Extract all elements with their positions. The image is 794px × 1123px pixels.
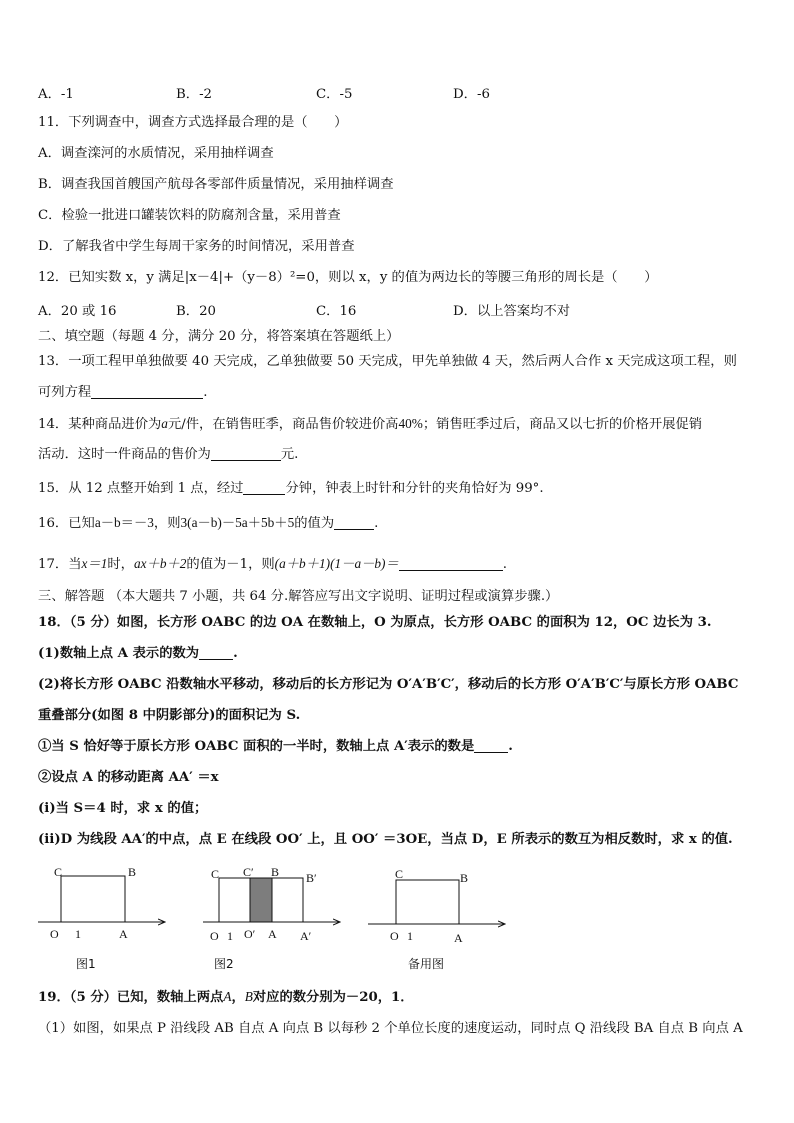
q13-line-2: [38, 384, 758, 402]
q13-answer-blank: [91, 384, 203, 399]
fig3-rectangle: [396, 880, 459, 924]
section-3-heading: 三、解答题 （本大题共 7 小题，共 64 分.解答应写出文字说明、证明过程或演算步骤.）: [38, 589, 559, 604]
q18-answer-blank-2: [474, 738, 508, 753]
fig3-label-o: O: [390, 929, 399, 943]
q11-option-c: C．检验一批进口罐装饮料的防腐剂含量，采用普查: [38, 208, 341, 223]
q18-answer-blank-1: [199, 645, 233, 660]
fig3-label-c: C: [395, 867, 404, 881]
q18-figures: [0, 860, 794, 980]
q17: [38, 555, 758, 574]
q17-expression-1: ax＋b＋2: [133, 556, 187, 571]
fig2-label-o-prime: O′: [244, 927, 256, 941]
q18-line-8: (ⅱ)D 为线段 AA′的中点，点 E 在线段 OO′ 上，且 OO′ ＝3OE，当点 D，E 所表示的数互为相反数时，求 x 的值.: [38, 832, 733, 847]
fig2-shaded-overlap: [250, 878, 272, 922]
q14-var: a: [161, 416, 168, 431]
q13-text: 可列方程: [38, 385, 92, 400]
q18-text-c: ①当 S 恰好等于原长方形 OABC 面积的一半时，数轴上点 A′表示的数是: [38, 739, 475, 754]
q10-option-c: C．-5: [316, 87, 353, 102]
q19-point-b: B: [244, 989, 253, 1004]
q10-option-b: B．-2: [176, 87, 213, 102]
q18-text-d: .: [508, 739, 513, 754]
q18-line-6: ②设点 A 的移动距离 AA′ ＝x: [38, 770, 219, 785]
fig1-label-o: O: [50, 927, 59, 941]
fig1-caption: 图1: [76, 957, 96, 971]
q18-text-b: .: [233, 646, 238, 661]
q19-text-c: 对应的数分别为－20，1．: [252, 990, 414, 1005]
q14-line-2: [38, 446, 758, 464]
q18-line-5: [38, 738, 758, 756]
section-2-heading: 二、填空题（每题 4 分，满分 20 分，将答案填在答题纸上）: [38, 329, 400, 344]
q14-text-c: ；销售旺季过后，商品又以七折的价格开展促销: [422, 417, 703, 432]
q15: [38, 480, 758, 498]
q17-answer-blank: [399, 556, 503, 571]
fig2-label-b-prime: B′: [306, 871, 317, 885]
fig2-label-b: B: [271, 865, 280, 879]
q10-option-d: D．-6: [453, 87, 490, 102]
q19-line-1: [38, 988, 758, 1007]
q10-option-a: A．-1: [38, 87, 74, 102]
q14-text-b: 元/件，在销售旺季，商品售价较进价高: [167, 417, 399, 432]
fig1-label-a: A: [119, 927, 128, 941]
fig1-label-b: B: [128, 865, 137, 879]
q17-text-d: .: [502, 557, 507, 572]
q11-option-d: D．了解我省中学生每周干家务的时间情况，采用普查: [38, 239, 355, 254]
fig2-label-c-prime: C′: [243, 865, 254, 879]
q19-point-a: A: [223, 989, 232, 1004]
q12-option-c: C．16: [316, 304, 357, 319]
fig2-label-a-prime: A′: [300, 929, 312, 943]
q17-text-c: 的值为－1，则: [186, 557, 275, 572]
fig3-label-b: B: [460, 871, 469, 885]
fig2-label-a: A: [268, 927, 277, 941]
fig3-label-1: 1: [407, 929, 413, 943]
q16-condition: a－b＝－3: [94, 515, 154, 530]
q18-line-1: 18．（5 分）如图，长方形 OABC 的边 OA 在数轴上，O 为原点，长方形 OABC 的面积为 12，OC 边长为 3.: [38, 615, 712, 630]
q18-line-2: [38, 645, 758, 663]
q11-option-b: B．调查我国首艘国产航母各零部件质量情况，采用抽样调查: [38, 177, 394, 192]
q15-text-a: 15．从 12 点整开始到 1 点，经过: [38, 481, 244, 496]
q14-line-1: [38, 415, 758, 434]
q18-line-7: (ⅰ)当 S＝4 时，求 x 的值；: [38, 801, 208, 816]
q16-text-a: 16．已知: [38, 516, 95, 531]
q19-text-a: 19．（5 分）已知，数轴上两点: [38, 990, 224, 1005]
q18-text-a: (1)数轴上点 A 表示的数为: [38, 646, 200, 661]
q17-expression-2: (a＋b＋1)(1－a－b)＝: [274, 556, 399, 571]
q16-text-d: .: [374, 516, 379, 531]
q17-text-b: 时，: [107, 557, 134, 572]
q15-answer-blank: [243, 480, 285, 495]
q11-stem: 11．下列调查中，调查方式选择最合理的是（ ）: [38, 115, 348, 130]
q14-text-e: 元.: [280, 447, 299, 462]
q17-condition: x＝1: [81, 556, 108, 571]
fig1-label-c: C: [54, 865, 63, 879]
q12-option-a: A．20 或 16: [38, 304, 117, 319]
q12-option-b: B．20: [176, 304, 216, 319]
q12-option-d: D．以上答案均不对: [453, 304, 571, 319]
q11-option-a: A．调查滦河的水质情况，采用抽样调查: [38, 146, 274, 161]
q18-line-4: 重叠部分(如图 8 中阴影部分)的面积记为 S.: [38, 708, 301, 723]
q18-line-3: (2)将长方形 OABC 沿数轴水平移动，移动后的长方形记为 O′A′B′C′，移动后的长方形 O′A′B′C′与原长方形 OABC: [38, 677, 739, 692]
q17-text-a: 17．当: [38, 557, 82, 572]
fig3-label-a: A: [454, 931, 463, 945]
q14-text-d: 活动．这时一件商品的售价为: [38, 447, 211, 462]
fig2-label-o: O: [210, 929, 219, 943]
figure-3: [368, 867, 505, 971]
fig2-label-1: 1: [227, 929, 233, 943]
figure-1: [38, 865, 165, 971]
fig3-caption: 备用图: [408, 957, 445, 971]
fig2-label-c: C: [211, 867, 220, 881]
q16: [38, 514, 758, 533]
q16-text-c: 的值为: [294, 516, 335, 531]
q16-answer-blank: [334, 515, 374, 530]
q13-end: .: [203, 385, 208, 400]
fig1-rectangle: [61, 876, 125, 922]
q16-text-b: ，则: [153, 516, 181, 531]
q19-line-2: （1）如图，如果点 P 沿线段 AB 自点 A 向点 B 以每秒 2 个单位长度的速度运动，同时点 Q 沿线段 BA 自点 B 向点 A: [38, 1021, 743, 1036]
q14-answer-blank: [211, 446, 281, 461]
q12-stem: 12．已知实数 x，y 满足|x－4|+（y－8）²=0，则以 x，y 的值为两边长的等腰三角形的周长是（ ）: [38, 270, 658, 285]
fig1-label-1: 1: [75, 927, 81, 941]
figure-2: [203, 865, 340, 971]
q19-text-b: ，: [231, 990, 245, 1005]
fig2-caption: 图2: [214, 957, 234, 971]
q15-text-b: 分钟，钟表上时针和分针的夹角恰好为 99°.: [285, 481, 544, 496]
q14-text-a: 14．某种商品进价为: [38, 417, 162, 432]
q16-expression: 3(a－b)－5a＋5b＋5: [180, 515, 295, 530]
q14-percent: 40%: [398, 416, 423, 431]
q13-line-1: 13．一项工程甲单独做要 40 天完成，乙单独做要 50 天完成，甲先单独做 4 天，然后两人合作 x 天完成这项工程，则: [38, 354, 737, 369]
